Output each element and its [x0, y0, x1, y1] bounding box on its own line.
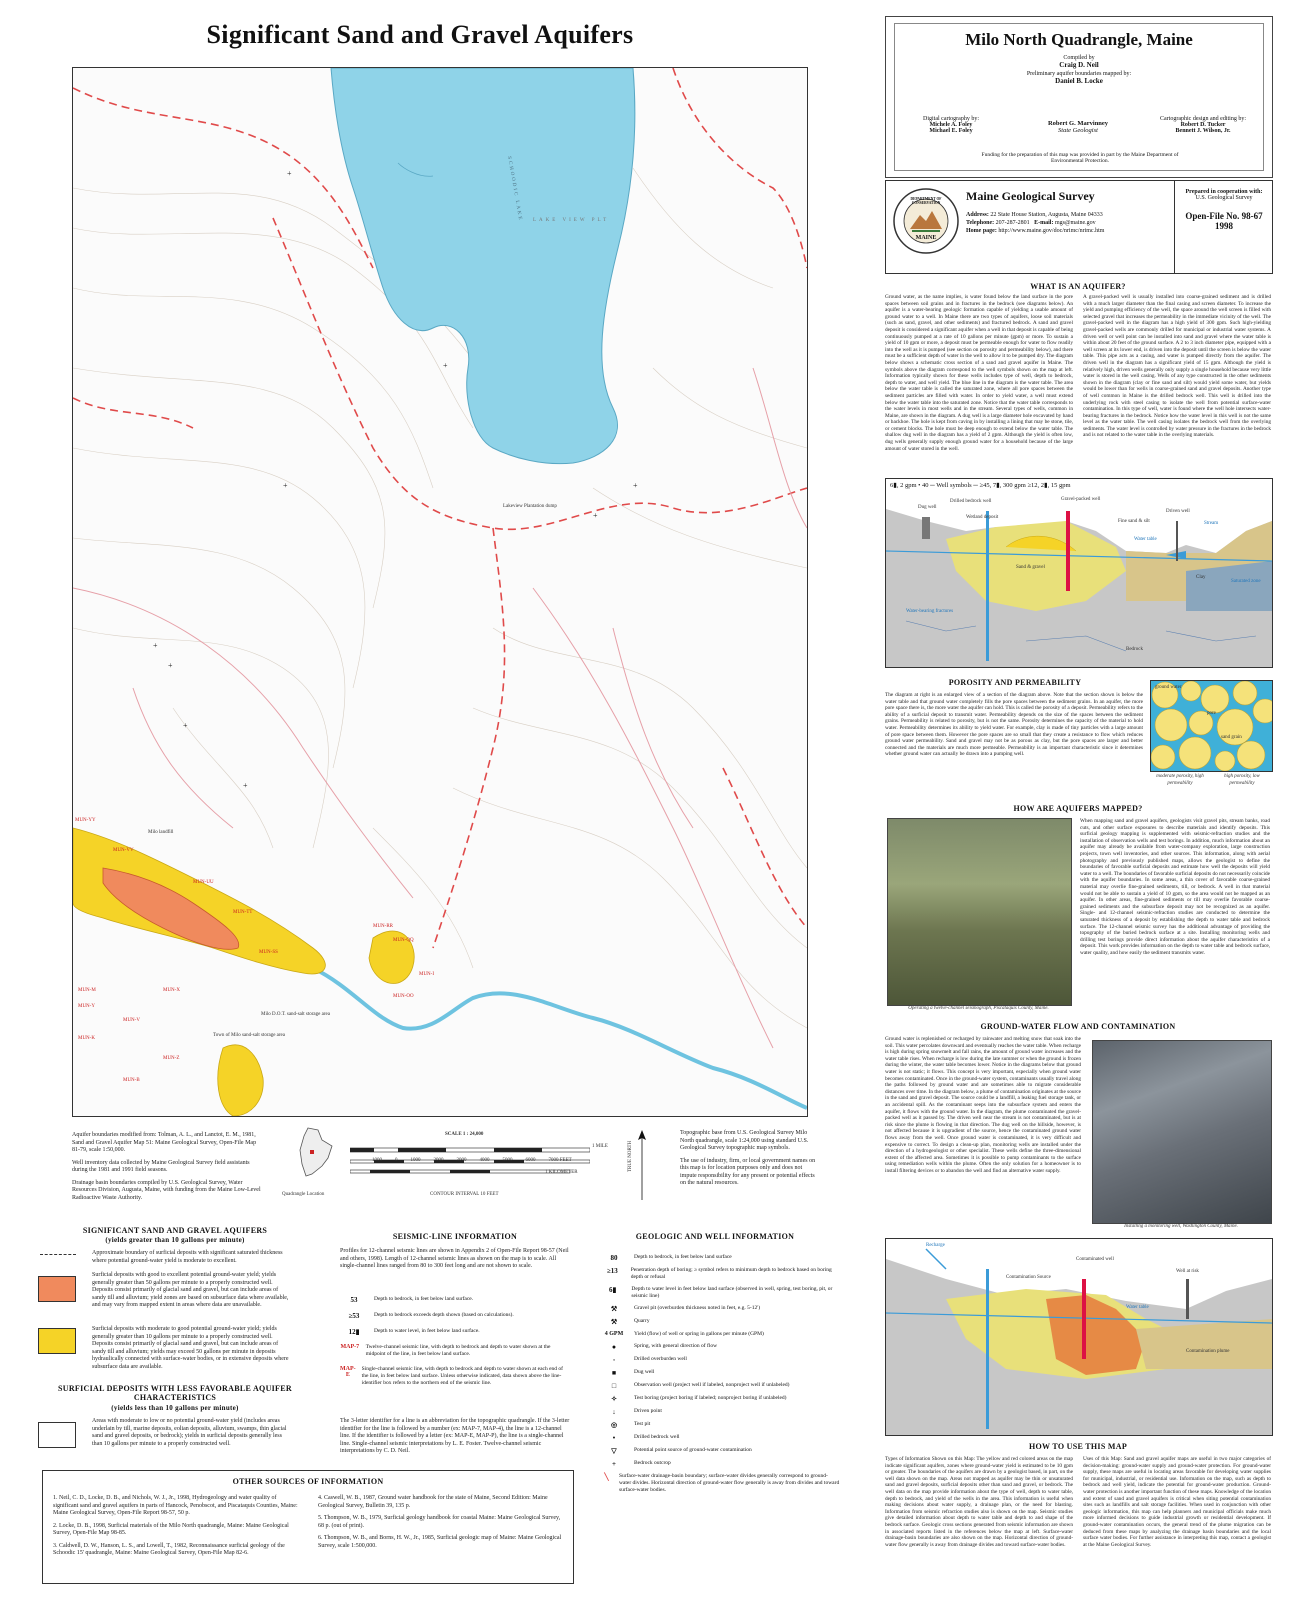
- legend-orange-swatch: [38, 1276, 76, 1302]
- compiled-name: Craig D. Neil: [1059, 61, 1099, 69]
- svg-text:+: +: [168, 661, 173, 670]
- survey-contact: Address: 22 State House Station, Augusta, Maine 04333 Telephone: 207-287-2801 E-mail: mgs@maine.gov Home page: http://www.maine.gov/doc/nrimc/nrimc.htm: [966, 212, 1105, 234]
- seal-bottom-text: MAINE: [915, 235, 937, 241]
- diagram1-label: Wetland deposit: [966, 515, 999, 520]
- well-label[interactable]: MUN-M: [78, 988, 96, 993]
- porosity-label: pore: [1207, 711, 1216, 716]
- geologist-credit: Robert G. Marvinney State Geologist: [1047, 120, 1109, 134]
- diagram1-label: Saturated zone: [1231, 579, 1261, 584]
- legend-title-2b: (yields less than 10 gallons per minute): [111, 1404, 239, 1412]
- seismic-footnote: The 3-letter identifier for a line is an abbreviation for the topographic quadrangle. If the 3-letter identifier for the line is followed by a number (ex: MAP-7, MAP-4), the line is a 12-channel line. If the identifier is followed by a letter (ex: MAP-E, MAP-P), the line is a single-channel line. Single-channel seismic interpretations by L. E. Foster. Twelve-channel seismic interpretations by C. D. Neil.: [340, 1418, 570, 1454]
- scale-ticks: 1000 0 1000 2000 3000 4000 5000 6000 7000 FEET: [372, 1158, 572, 1163]
- email-link[interactable]: mgs@maine.gov: [1054, 220, 1096, 226]
- geologic-row: ↓ Driven point: [612, 1408, 662, 1416]
- legend-white-swatch: [38, 1422, 76, 1448]
- well-caption: Installing a monitoring well, Washington County, Maine.: [1124, 1224, 1238, 1229]
- well-label[interactable]: MUN-VV: [113, 848, 134, 853]
- well-label[interactable]: MUN-YY: [75, 818, 96, 823]
- geologic-row: + Bedrock outcrop: [612, 1460, 671, 1468]
- lake-label: SCHOODIC LAKE: [506, 156, 523, 223]
- diagram3-label: Recharge: [926, 1243, 945, 1248]
- svg-text:+: +: [283, 481, 288, 490]
- section-what: WHAT IS AN AQUIFER?: [1030, 282, 1126, 291]
- legend-title-2: SURFICIAL DEPOSITS WITH LESS FAVORABLE AQUIFER CHARACTERISTICS: [58, 1384, 292, 1402]
- well-label[interactable]: MUN-UU: [193, 880, 214, 885]
- text-what-a: Ground water, as the name implies, is water found below the land surface in the pore spaces between soil grains and in fractures in the bedrock (see diagrams below). An aquifer is a water-bearing geologic formation capable of yielding a usable amount of ground water to a well. In Maine there are two types of aquifers, loose soil materials (such as sand, gravel, and other sediments) and fractured bedrock. A sand and gravel deposit is considered a significant aquifer when a well in that deposit is capable of being continuously pumped at a rate of 10 gallons per minute (gpm) or more. To sustain a yield of 10 gpm or more, a deposit must be permeable enough for water to flow readily into the well as it is pumped (see section on porosity and permeability below), and there must be a sufficient depth of water in the well to allow it to be pumped dry. The diagram below shows a schematic cross section of a sand and gravel aquifer in Maine. The symbols above the diagram correspond to the well symbols shown on the map at left. Information typically shown for these wells includes type of well, depth to bedrock, depth to water, and well yield. The blue line in the diagram is the water table. The area below the water table is called the saturated zone, where all pore spaces between the sediment particles are filled with water. In order to yield water, a well must extend below the water table into the saturated zone. Notice that the water table corresponds to the water levels in most wells and in the stream. Several types of wells, common in Maine, are shown in the diagram. A dug well is a large diameter hole excavated by hand or backhoe. The hole is kept from caving in by installing a lining that may be stone, tile, or cement blocks. The hole must be deep enough to extend below the water table. The shallow dug well in the diagram has a yield of 2 gpm. Although the yield is often low, dug wells generally supply enough ground water for a household because of the large amount of water stored in the well.: [885, 294, 1073, 452]
- seismic-row: MAP-E Single-channel seismic line, with depth to bedrock and depth to water shown at each end of the line, in feet below land surface. Unless otherwise indicated, data shown above the line-identifier box refers to the northern end of the seismic line.: [340, 1366, 563, 1386]
- text-how-use-b: Uses of this Map: Sand and gravel aquifer maps are useful in two major categories of decision-making: ground-water supply and ground-water protection. For ground-water supply, these maps are useful in locating areas favorable for developing water supplies for municipal, industrial, or residential use. Information on the map, such as depth to bedrock and well yield, indicate the potential for ground-water production. Ground-water protection is another important function of these maps. Knowledge of the location and extent of sand and gravel aquifers is critical when siting potential contamination sites such as landfills and salt storage facilities. When used in conjunction with other geologic information, this map can help planners and municipal officials make much more informed decisions to guide industrial growth or residential development. If ground-water contamination occurs, the general trend of the plume migration can be deduced from these maps by analyzing the drainage basin boundaries and the local surface water bodies. For further assistance in interpreting this map, contact a geologist at the Maine Geological Survey.: [1083, 1456, 1271, 1548]
- legend-yellow-swatch: [38, 1328, 76, 1354]
- well-label[interactable]: MUN-QQ: [393, 938, 414, 943]
- diagram3-label: Contamination plume: [1186, 1349, 1230, 1354]
- text-what-b: A gravel-packed well is usually installed into coarse-grained sediment and is drilled with a much larger diameter than the final casing and screen diameter. To increase the yield and pumping efficiency of the well, the space around the well screen is filled with selected gravel that increases the permeability in the immediate vicinity of the well. The gravel-packed well in the diagram has a high yield of 300 gpm. Such high-yielding gravel-packed wells are commonly drilled for municipal or industrial water systems. A driven well or well point can be installed into sand and gravel where the water table is within about 20 feet of the ground surface. A 2 to 3 inch diameter pipe, equipped with a well screen at its lower end, is driven into the deposit until the screen is below the water table. This pipe acts as a casing, and water is pumped directly from the aquifer. The driven well in the diagram has a significant yield of 15 gpm. Although the yield is relatively high, driven wells generally only supply a single household because very little water is stored in the well casing. Wells of any type constructed in the other sediments shown in the diagram (clay or fine sand and silt) would yield some water, but yields would be lower than for wells in coarse-grained sand and gravel deposits. Another type of well common in Maine is the drilled bedrock well. This well is drilled into the underlying rock with steel casing to isolate the well from potential surface-water contamination. In this type of well, water is found where the well hole intersects water-bearing fractures in the bedrock. Notice how the water level in this well is not the same level as the water table. The well casing isolates the bedrock well from the overlying sediments. The water level is controlled by water pressure in the fractures in the bedrock and is not related to the water table in the overlying materials.: [1083, 294, 1271, 439]
- seismic-title: SEISMIC-LINE INFORMATION: [392, 1232, 518, 1241]
- quad-location-map: [292, 1126, 336, 1180]
- quad-location-label: Quadrangle Location: [282, 1192, 325, 1197]
- legend-dash-text: Approximate boundary of surficial deposits with significant saturated thickness where potential ground-water yield is moderate to excellent.: [92, 1250, 283, 1264]
- well-label[interactable]: MUN-B: [123, 1078, 140, 1083]
- well-label[interactable]: MUN-RR: [373, 924, 394, 929]
- cross-section-graphic: [886, 491, 1272, 667]
- porosity-caption: moderate porosity, high permeability: [1156, 774, 1204, 786]
- svg-text:+: +: [243, 781, 248, 790]
- homepage-link[interactable]: http://www.maine.gov/doc/nrimc/nrimc.htm: [998, 228, 1105, 234]
- diagram1-label: Water-bearing fractures: [906, 609, 954, 614]
- geologic-row: □ Observation well (project well if labeled, nonproject well if unlabeled): [611, 1382, 790, 1390]
- scale-mile: 1 MILE: [592, 1144, 608, 1149]
- svg-text:+: +: [593, 511, 598, 520]
- geologic-row: ◦ Drilled overburden well: [612, 1356, 687, 1364]
- well-label[interactable]: MUN-TT: [233, 910, 253, 915]
- credits-right: Topographic base from U.S. Geological Survey Milo North quadrangle, scale 1:24,000 using standard U.S. Geological Survey topographic map symbols. The use of industry, firm, or local government names on this map is for location purposes only and does not impute responsibility for any present or potential effects on the natural resources.: [680, 1130, 816, 1186]
- refs-right: 4. Caswell, W. B., 1987, Ground water handbook for the state of Maine, Second Edition: Maine Geological Survey, Bulletin 39, 135 p. 5. Thompson, W. B., 1979, Surficial geology handbook for coastal Maine: Maine Geological Survey, 68 p. (out of print). 6. Thompson, W. B., and Borns, H. W., Jr., 1985, Surficial geologic map of Maine: Maine Geological Survey, scale 1:500,000.: [318, 1495, 562, 1549]
- topographic-map[interactable]: [72, 67, 808, 1117]
- dump-label: Lakeview Plantation dump: [503, 504, 557, 509]
- legend-yellow-text: Surficial deposits with moderate to good potential ground-water yield; yields generally greater than 10 gallons per minute to a properly constructed well. Deposits consist primarily of glacial sand and gravel, but can include areas of sandy till and alluvium; yields may exceed 50 gallons per minute in deposits hydraulically connected with surface-water bodies, or in extensive deposits where subsurface data are available.: [92, 1326, 289, 1370]
- diagram1-label: Gravel-packed well: [1061, 497, 1101, 502]
- geologic-row: 6▮ Depth to water level in feet below land surface (observed in well, spring, test boring, pit, or seismic line): [609, 1286, 833, 1299]
- title-block: [885, 16, 1273, 178]
- diagram3-label: Well at risk: [1176, 1269, 1199, 1274]
- diagram1-label: Fine sand & silt: [1118, 519, 1150, 524]
- quadrangle-title: Milo North Quadrangle, Maine: [965, 30, 1193, 49]
- landfill-label: Milo landfill: [148, 830, 174, 835]
- geologic-row: 4 GPM Yield (flow) of well or spring in gallons per minute (GPM): [604, 1331, 764, 1337]
- aquifer-cross-section: [885, 478, 1273, 668]
- design-credit: Cartographic design and editing by: Robert D. Tucker Bennett J. Wilson, Jr.: [1160, 116, 1246, 134]
- diagram1-label: Drilled bedrock well: [950, 499, 992, 504]
- compiled-label: Compiled by: [1063, 55, 1095, 61]
- geologic-row: ■ Dug well: [611, 1369, 655, 1377]
- geologic-title: GEOLOGIC AND WELL INFORMATION: [635, 1232, 795, 1241]
- diagram1-label: Water table: [1134, 537, 1157, 542]
- prelim-label: Preliminary aquifer boundaries mapped by:: [1026, 71, 1132, 77]
- funding-note: Funding for the preparation of this map was provided in part by the Maine Department of Environmental Protection.: [981, 152, 1179, 164]
- text-porosity: The diagram at right is an enlarged view of a section of the diagram above. Note that the section shown is below the water table and that ground water completely fills the pore spaces between the sediment grains. In an aquifer, the more pore space there is, the more water the aquifer can hold. This is called the porosity of a deposit. Permeability refers to the ability of a surficial deposit to transmit water. Permeability depends on the size of the spaces between the sediment grains. Permeability is related to porosity, but is not the same. Porosity determines the capacity of the material to hold water. Permeability determines its ability to yield water. For example, clay is made of tiny particles with a large amount of pore space between them. However the pore spaces are so small that they create a resistance to flow which reduces ground water permeability. Sand and gravel may not be as porous as clay, but the pore spaces are larger and better connected and the materials are much more permeable. Permeability is an important characteristic since it determines whether ground water can actually be drawn into a pumping well.: [885, 692, 1143, 758]
- section-how-mapped: HOW ARE AQUIFERS MAPPED?: [1013, 804, 1143, 813]
- map-canvas: [73, 68, 807, 1116]
- seismic-row: 12▮ Depth to water level, in feet below land surface.: [348, 1328, 480, 1336]
- prelim-name: Daniel B. Locke: [1055, 77, 1103, 85]
- geologic-row: ◎ Test pit: [610, 1421, 651, 1429]
- scale-label: SCALE 1 : 24,000: [445, 1132, 484, 1137]
- seismic-intro: Profiles for 12-channel seismic lines are shown in Appendix 2 of Open-File Report 98-57 (Neil and others, 1998). Length of 12-channel seismic lines as shown on the map is to scale. All single-channel lines ranged from 80 to 300 feet long and are not shown to scale.: [340, 1248, 569, 1269]
- section-porosity: POROSITY AND PERMEABILITY: [948, 678, 1082, 687]
- well-label[interactable]: MUN-Z: [163, 1056, 180, 1061]
- other-sources-title: OTHER SOURCES OF INFORMATION: [232, 1477, 384, 1486]
- legend-dash-swatch: [40, 1254, 76, 1255]
- geologic-row: ✧ Test boring (project boring if labeled; nonproject boring if unlabeled): [611, 1395, 787, 1403]
- svg-text:+: +: [443, 361, 448, 370]
- geologic-rows: [600, 1254, 840, 1499]
- dot-label: Milo D.O.T. sand-salt storage area: [261, 1012, 330, 1017]
- well-symbols-legend: 6▮, 2 gpm • 40 ─ Well symbols ─ ≥45, 7▮, 300 gpm ≥12, 2▮, 15 gpm: [890, 482, 1071, 489]
- well-label[interactable]: MUN-V: [123, 1018, 140, 1023]
- town-label: Town of Milo sand-salt storage area: [213, 1033, 285, 1038]
- porosity-diagram: [1150, 680, 1273, 772]
- legend-title-1: SIGNIFICANT SAND AND GRAVEL AQUIFERS: [82, 1226, 268, 1235]
- survey-name: Maine Geological Survey: [966, 189, 1095, 203]
- text-how-mapped: When mapping sand and gravel aquifers, geologists visit gravel pits, stream banks, road cuts, and other surface exposures to describe materials and identify deposits. This surficial geology mapping is supplemented with seismic-refraction studies and the installation of observation wells and test borings. In addition, much information about an aquifer may already be available from water-company exploration, large construction projects, town well inventories, and other sources. This information, along with aerial photography and previously published maps, allows the geologist to define the boundaries of favorable surficial deposits and estimate how well the deposits will yield water to a well. The boundaries of favorable surficial deposits do not necessarily coincide with the aquifer boundaries. In some areas, a thin cover of favorable coarse-grained material may overlie fine-grained sediments, till, or bedrock. A well in that material would not be able to sustain a yield of 10 gpm, so the area would not be mapped as an aquifer. In other areas, fine-grained sediments or till may overlie favorable coarse-grained sediments and the subsurface deposit may not be recognized as an aquifer. Single- and 12-channel seismic-refraction studies are conducted to determine the saturated thickness of a deposit by establishing the depth to water table and bedrock surface. The 12-channel seismic survey has the additional advantage of providing the topography of the buried bedrock surface at a site. Installing monitoring wells and drilling test borings provide direct information about the aquifer characteristics of a deposit. This work provides information on the depth to water table and bedrock surface, water quality, and how easily the sediment transmits water.: [1080, 818, 1270, 956]
- lakeview-label: LAKE VIEW PLT: [533, 218, 610, 223]
- credits-left: Aquifer boundaries modified from: Tolman, A. L., and Lanctot, E. M., 1981, Sand and Gravel Aquifer Map 51: Maine Geological Survey, Open-File Map 81-79, scale 1:50,000. Well inventory data collected by Maine Geological Survey field assistants during the 1981 and 1991 field seasons. Drainage basin boundaries compiled by U.S. Geological Survey, Water Resources Division, Augusta, Maine, with funding from the Maine Low-Level Radioactive Waste Authority.: [72, 1132, 261, 1201]
- coop-block: Prepared in cooperation with: U.S. Geological Survey Open-File No. 98-67 1998: [1185, 189, 1263, 231]
- well-label[interactable]: MUN-SS: [259, 950, 278, 955]
- contour-interval: CONTOUR INTERVAL 10 FEET: [430, 1192, 499, 1197]
- other-sources-box: [42, 1470, 574, 1584]
- seismic-rows: [340, 1296, 570, 1395]
- legend-title-1b: (yields greater than 10 gallons per minute): [105, 1236, 245, 1244]
- svg-text:+: +: [183, 721, 188, 730]
- geologic-row: ╲ Surface-water drainage-basin boundary; surface-water divides generally correspond to ground-water divides. Horizontal direction of ground-water flow generally is away from divides and toward surface-water bodies.: [604, 1473, 840, 1493]
- geologic-row: ▽ Potential point source of ground-water contamination: [611, 1447, 752, 1455]
- diagram3-label: Water table: [1126, 1305, 1149, 1310]
- survey-block: [885, 180, 1273, 274]
- section-flow: GROUND-WATER FLOW AND CONTAMINATION: [980, 1022, 1176, 1031]
- geologic-row: ⚒ Gravel pit (overburden thickness noted in feet, e.g. 5-12'): [610, 1305, 761, 1313]
- svg-text:+: +: [633, 481, 638, 490]
- svg-text:+: +: [153, 641, 158, 650]
- seismic-row: MAP-7 Twelve-channel seismic line, with depth to bedrock and depth to water shown at the midpoint of the line, in feet below land surface.: [340, 1344, 551, 1357]
- well-label[interactable]: MUN-I: [419, 972, 434, 977]
- monitoring-well-photo: [1092, 1040, 1272, 1224]
- north-label: TRUE NORTH: [628, 1140, 633, 1172]
- text-how-use-a: Types of Information Shown on this Map: The yellow and red colored areas on the map indicate significant aquifers, zones where ground-water yield is estimated to be 10 gpm or greater. The boundaries of the aquifers are drawn by a geologist based, in part, on the well data shown on the map. Areas not mapped as aquifer may be thin or unsaturated sand and gravel deposits, surficial deposits other than sand and gravel, or bedrock. The well data on the map provide information about the type of well, depth to water table, depth to bedrock, and yield of the wells in the area. This information is useful when making decisions about water supply, a drainage plan, or the need for blasting. Information from seismic refraction studies also is shown on the map. Seismic studies give detailed information about depth to water table and depth to and shape of the bedrock surface. Geologic cross sections generated from seismic information are shown in associated reports listed in the references below the map at left. Surface-water drainage-basin boundaries are also shown on the map. Horizontal direction of ground-water flow generally is away from drainage divides and toward surface-water bodies.: [885, 1456, 1073, 1548]
- svg-text:+: +: [287, 169, 292, 178]
- page-title: Significant Sand and Gravel Aquifers: [206, 20, 634, 49]
- text-flow: Ground water is replenished or recharged by rainwater and melting snow that soak into the soil. This water percolates downward and eventually reaches the water table. When recharge is high during spring snowmelt and fall rains, the amount of ground water increases and the water table rises. When recharge is low during the late summer or when the ground is frozen during the winter, the water table becomes lower. Notice in the diagrams below that ground water is not static; it flows. This concept is very important, especially when ground water becomes contaminated. Once in the ground-water system, contaminants usually travel along the paths followed by ground water and are sometimes able to migrate considerable distances over time. In the diagram below, a plume of contamination originates at the source in the sand and gravel deposit. The source could be a landfill, a leaking fuel storage tank, or an accidental spill. As the contaminant seeps into the subsurface system and enters the aquifer, it flows with the ground water. In the diagram, the plume contaminated the gravel-packed well as it passed by. The driven well near the stream is not contaminated, but is at risk since the plume is flowing in that direction. The dug well on the hillside, however, is not affected because it is upgradient of the source, hence the contaminated ground water flows away from the well. Once ground water is contaminated, it is very difficult and expensive to correct. To design a clean-up plan, monitoring wells are installed under the direction of a hydrogeologist or other specialist. These wells define the three-dimensional extent of the affected area. Sometimes it is possible to pump contaminants to the surface using remediation wells within the plume. Often the only solution for a homeowner is to install filtering devices or to abandon the well and find an alternative water supply.: [885, 1036, 1081, 1174]
- well-label[interactable]: MUN-X: [163, 988, 180, 993]
- seal-top-text: DEPARTMENT OF CONSERVATION: [910, 197, 942, 205]
- diagram1-label: Clay: [1196, 575, 1206, 580]
- diagram1-label: Driven well: [1166, 509, 1190, 514]
- porosity-caption: high porosity, low permeability: [1224, 774, 1260, 786]
- geologic-row: 80 Depth to bedrock, in feet below land surface: [610, 1254, 732, 1262]
- contamination-diagram: [885, 1238, 1273, 1436]
- seismic-row: ≥53 Depth to bedrock exceeds depth shown (based on calculations).: [348, 1312, 514, 1320]
- north-arrow-icon: [637, 1130, 647, 1200]
- diagram1-label: Bedrock: [1126, 647, 1143, 652]
- well-label[interactable]: MUN-OO: [393, 994, 414, 999]
- well-label[interactable]: MUN-K: [78, 1036, 95, 1041]
- porosity-label: ground water: [1155, 685, 1182, 690]
- diagram3-label: Contaminated well: [1076, 1257, 1114, 1262]
- geologic-row: ⚒ Quarry: [610, 1318, 650, 1326]
- diagram1-label: Stream: [1204, 521, 1219, 526]
- porosity-label: sand grain: [1221, 735, 1242, 740]
- well-label[interactable]: MUN-Y: [78, 1004, 95, 1009]
- diagram1-label: Dug well: [918, 505, 937, 510]
- section-how-use: HOW TO USE THIS MAP: [1028, 1442, 1128, 1451]
- seismic-row: 53 Depth to bedrock, in feet below land surface.: [350, 1296, 474, 1304]
- refs-left: 1. Neil, C. D., Locke, D. B., and Nichols, W. J., Jr., 1998, Hydrogeology and water quality of significant sand and gravel aquifers in parts of Hancock, Penobscot, and Piscataquis Counties, Maine: Maine Geological Survey, Open-File Report 98-57, 50 p. 2. Locke, D. B., 1998, Surficial materials of the Milo North quadrangle, Maine: Maine Geological Survey, Open-File Map 98-85. 3. Caldwell, D. W., Hanson, L. S., and Lowell, T., 1982, Reconnaissance surficial geology of the Schoodic 15' quadrangle, Maine: Maine Geological Survey, Open-File Map 82-6.: [53, 1495, 298, 1556]
- geologic-row: • Drilled bedrock well: [612, 1434, 680, 1442]
- legend-white-text: Areas with moderate to low or no potential ground-water yield (includes areas underlain by till, marine deposits, eolian deposits, alluvium, swamps, thin glacial sand and gravel deposits, or bedrock); yields in surficial deposits generally less than 10 gallons per minute to a properly constructed well.: [92, 1418, 287, 1447]
- geologic-row: ≥13 Penetration depth of boring; ≥ symbol refers to minimum depth to bedrock based on boring depth or refusal: [606, 1267, 832, 1280]
- seismograph-photo: [887, 818, 1072, 1006]
- diagram1-label: Sand & gravel: [1016, 565, 1045, 570]
- digital-credit: Digital cartography by: Michele A. Foley Michael E. Foley: [923, 116, 979, 134]
- geologic-row: ● Spring, with general direction of flow: [611, 1343, 718, 1351]
- legend-orange-text: Surficial deposits with good to excellent potential ground-water yield; yields generally greater than 50 gallons per minute to a properly constructed well. Deposits consist primarily of glacial sand and gravel, but can include areas of sandy till and alluvium; yield zones are based on subsurface data where available, and may vary from mapped extent in areas where data are unavailable.: [92, 1272, 289, 1308]
- seismo-caption: Operating a twelve-channel seismograph, Piscataquis County, Maine.: [908, 1006, 1049, 1011]
- diagram3-label: Contamination Source: [1006, 1275, 1051, 1280]
- scale-km: 1 KILOMETER: [545, 1170, 578, 1175]
